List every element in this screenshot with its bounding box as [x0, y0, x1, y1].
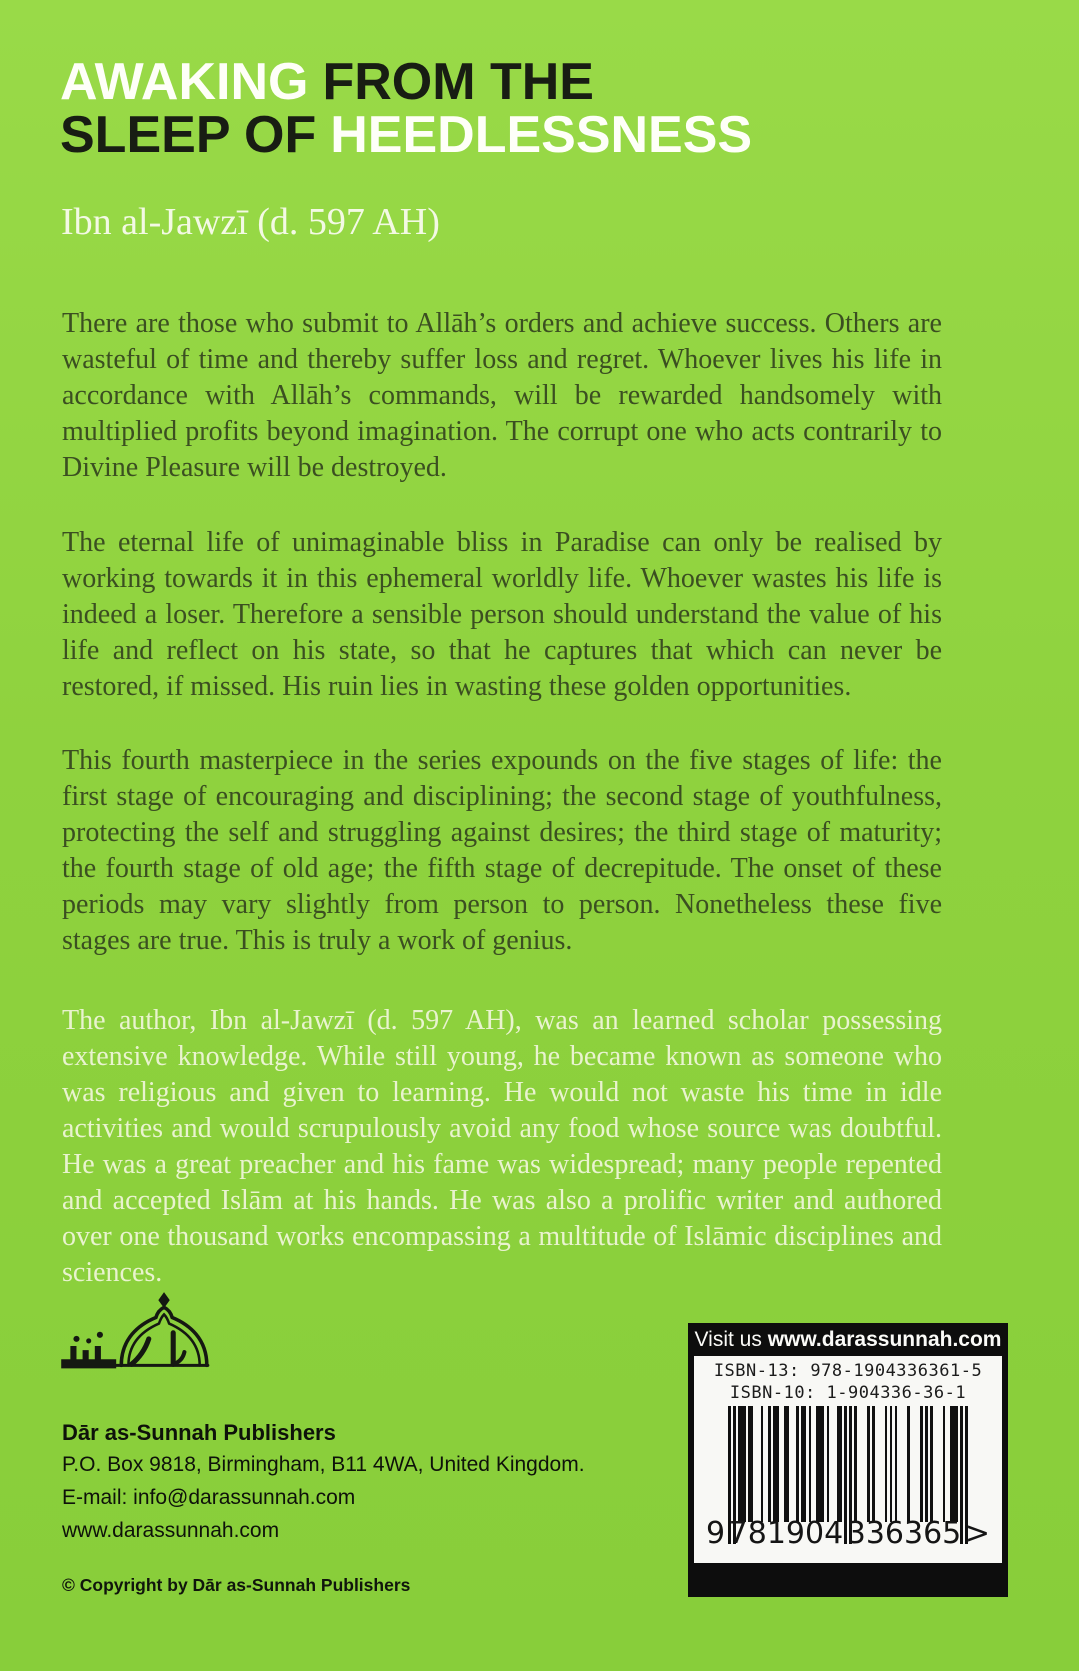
title-line-1 [60, 53, 752, 111]
visit-us-text: Visit us [694, 1328, 768, 1351]
publisher-logo [56, 1290, 211, 1407]
synopsis-paragraph-3: This fourth masterpiece in the series expounds on the five stages of life: the first stage of encouraging and disciplining; the second stage of youthfulness, protecting the self and struggling against desires; the third stage of maturity; the fourth stage of old age; the fifth stage of decrepitude. The onset of these periods may vary slightly from person to person. Nonetheless these five stages are true. This is truly a work of genius. [62, 745, 942, 956]
publisher-email: E-mail: info@darassunnah.com [62, 1486, 356, 1509]
barcode-header [688, 1323, 1008, 1356]
publisher-address: P.O. Box 9818, Birmingham, B11 4WA, United Kingdom. [62, 1453, 585, 1476]
title-word-heedlessness: HEEDLESSNESS [330, 106, 753, 164]
title-words-sleep-of: SLEEP OF [60, 106, 317, 164]
barcode-digit-group: 336365 [846, 1516, 962, 1551]
mosque-dome-icon [56, 1290, 211, 1402]
copyright-notice: © Copyright by Dār as-Sunnah Publishers [62, 1575, 411, 1595]
barcode-number [706, 1516, 990, 1551]
publisher-name: Dār as-Sunnah Publishers [62, 1420, 336, 1445]
page-title [60, 53, 753, 164]
author-bio-paragraph: The author, Ibn al-Jawzī (d. 597 AH), was an learned scholar possessing extensive knowledge. While still young, he became known as someone who was religious and given to learning. He would not waste his time in idle activities and would scrupulously avoid any food whose source was doubtful. He was a great preacher and his fame was widespread; many people repented and accepted Islām at his hands. He was also a prolific writer and authored over one thousand works encompassing a multitude of Islāmic disciplines and sciences. [62, 1005, 942, 1288]
synopsis-paragraph-1: There are those who submit to Allāh’s orders and achieve success. Others are wasteful of time and thereby suffer loss and regret. Whoever lives his life in accordance with Allāh’s commands, will be rewarded handsomely with multiplied profits beyond imagination. The corrupt one who acts contrarily to Divine Pleasure will be destroyed. [62, 308, 942, 483]
barcode-label [688, 1323, 1008, 1597]
publisher-url: www.darassunnah.com [767, 1328, 1002, 1351]
title-words-from-the: FROM THE [322, 53, 594, 111]
title-word-awaking: AWAKING [60, 53, 309, 111]
isbn-13: ISBN-13: 978-1904336361-5 [713, 1361, 983, 1381]
isbn-10: ISBN-10: 1-904336-36-1 [729, 1383, 967, 1403]
barcode-chevron: > [964, 1516, 990, 1551]
barcode-panel [694, 1356, 1002, 1563]
author-name: Ibn al-Jawzī (d. 597 AH) [61, 201, 440, 243]
synopsis-paragraph-2: The eternal life of unimaginable bliss in Paradise can only be realised by working towards it in this ephemeral worldly life. Whoever wastes his life is indeed a loser. Therefore a sensible person should understand the value of his life and reflect on his state, so that he captures that which can never be restored, if missed. His ruin lies in wasting these golden opportunities. [62, 527, 942, 702]
publisher-website: www.darassunnah.com [62, 1519, 280, 1542]
barcode-digit-group: 781904 [728, 1516, 844, 1551]
barcode-digit-group: 9 [706, 1516, 726, 1551]
title-line-2 [60, 106, 753, 164]
